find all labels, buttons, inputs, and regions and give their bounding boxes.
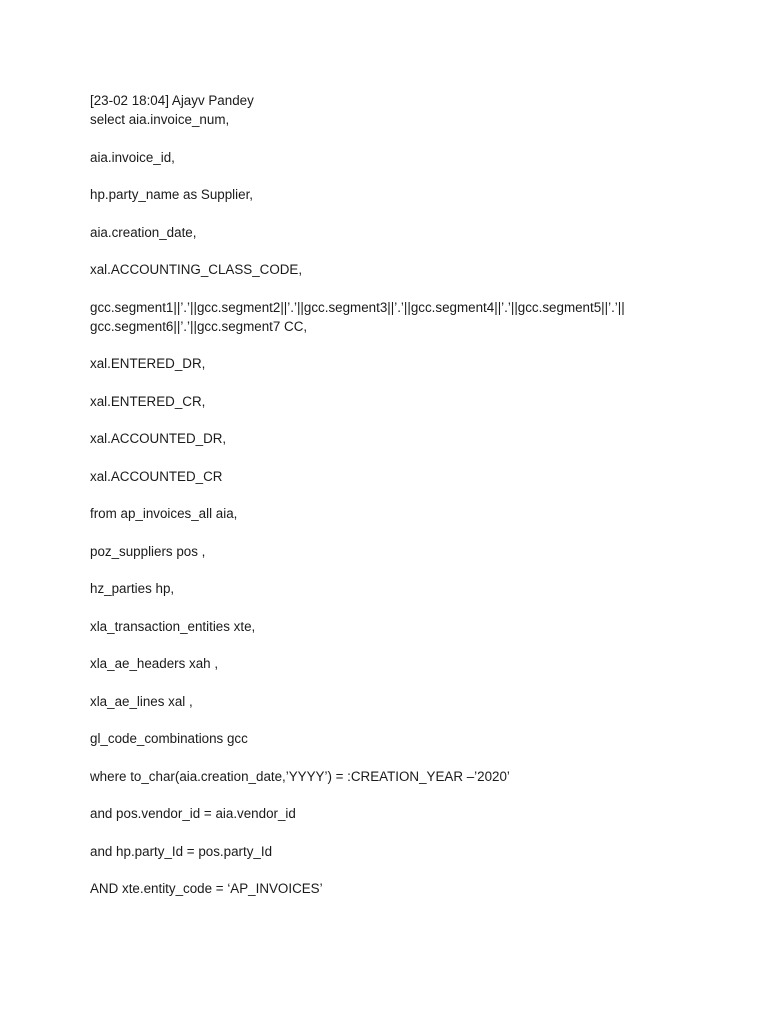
query-line-where: where to_char(aia.creation_date,’YYYY’) = :CREATION_YEAR –’2020’: [90, 768, 510, 784]
query-line: hp.party_name as Supplier,: [90, 187, 254, 202]
query-line: gl_code_combinations gcc: [90, 731, 248, 746]
query-line: xal.ENTERED_DR,: [90, 356, 206, 371]
query-line: poz_suppliers pos ,: [90, 543, 206, 559]
message-meta: [23-02 18:04] Ajayv Pandey: [90, 93, 254, 108]
query-line-from: from ap_invoices_all aia,: [90, 506, 238, 521]
query-line: AND xte.entity_code = ‘AP_INVOICES’: [90, 881, 323, 896]
query-line: xla_ae_lines xal ,: [90, 693, 193, 709]
query-line: xal.ACCOUNTED_DR,: [90, 431, 227, 446]
query-line: xal.ENTERED_CR,: [90, 393, 206, 409]
query-line: hz_parties hp,: [90, 581, 175, 596]
query-line: xla_transaction_entities xte,: [90, 618, 256, 634]
query-line: xal.ACCOUNTED_CR: [90, 468, 223, 484]
query-line: xal.ACCOUNTING_CLASS_CODE,: [90, 262, 303, 277]
query-line: aia.creation_date,: [90, 224, 197, 240]
query-line: and hp.party_Id = pos.party_Id: [90, 843, 273, 859]
sql-query-text: [90, 91, 670, 917]
query-line: aia.invoice_id,: [90, 149, 175, 165]
message-header: [90, 91, 670, 129]
query-line: xla_ae_headers xah ,: [90, 656, 219, 671]
query-line: and pos.vendor_id = aia.vendor_id: [90, 806, 296, 821]
query-line-segments: gcc.segment1||’.’||gcc.segment2||’.’||gcc.segment3||’.’||gcc.segment4||’.’||gcc.segment5||’.’|| gcc.segment6||’.’||gcc.segment7 CC,: [90, 299, 625, 334]
query-line-select: select aia.invoice_num,: [90, 112, 230, 127]
